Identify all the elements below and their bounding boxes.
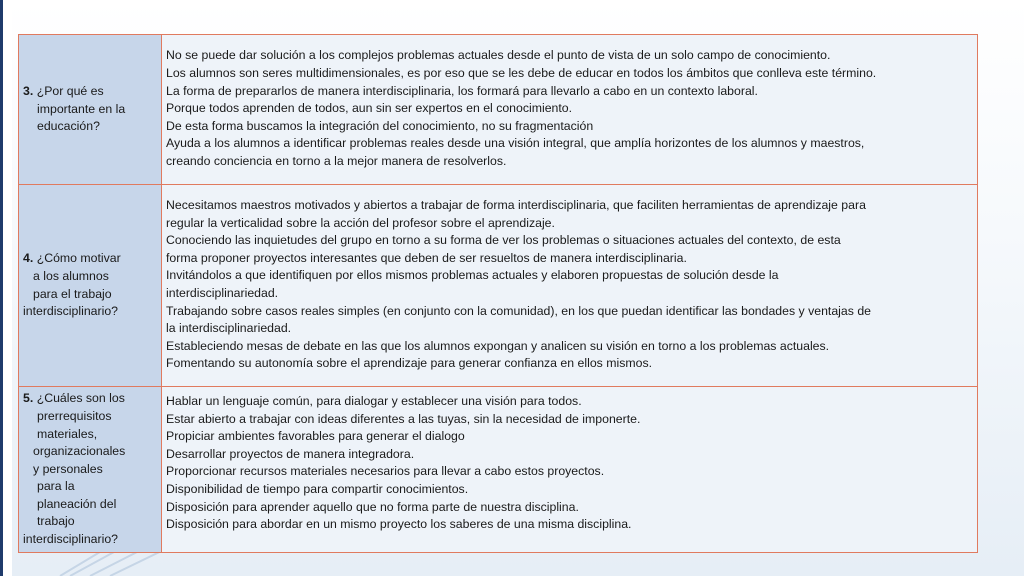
answer-line: Necesitamos maestros motivados y abiertos a trabajar de forma interdisciplinaria, que faciliten herramientas de aprendizaje para (166, 198, 866, 213)
question-line: interdisciplinario? (23, 304, 119, 319)
table-row-5 (19, 387, 978, 553)
answer-line: Fomentando su autonomía sobre el aprendizaje para generar confianza en ellos mismos. (166, 356, 653, 371)
answer-line: regular la verticalidad sobre la acción del profesor sobre el aprendizaje. (166, 215, 555, 230)
answer-line: Hablar un lenguaje común, para dialogar y establecer una visión para todos. (166, 394, 582, 408)
question-line: ¿Cómo motivar (36, 251, 121, 266)
question-line: interdisciplinario? (23, 532, 119, 547)
question-cell (19, 35, 162, 185)
answer-line: Los alumnos son seres multidimensionales, es por eso que se les debe de educar en todos los ámbitos que conlleva este término. (166, 66, 877, 81)
answer-line: La forma de prepararlos de manera interdisciplinaria, los formará para llevarlo a cabo en un contexto laboral. (166, 83, 758, 98)
question-line: ¿Cuáles son los (36, 391, 125, 406)
answer-line: Proporcionar recursos materiales necesarios para llevar a cabo estos proyectos. (166, 464, 605, 479)
question-line: materiales, (37, 426, 98, 441)
answer-line: Estableciendo mesas de debate en las que los alumnos expongan y analicen su visión en torno a los problemas actuales. (166, 338, 830, 353)
question-line: para la (37, 479, 75, 494)
answer-line: Invitándolos a que identifiquen por ellos mismos problemas actuales y elaboren propuestas de solución desde la (166, 268, 779, 283)
question-number: 4. (23, 251, 34, 266)
question-line: trabajo (37, 514, 75, 529)
answer-line: De esta forma buscamos la integración del conocimiento, no su fragmentación (166, 118, 594, 133)
answer-line: Trabajando sobre casos reales simples (en conjunto con la comunidad), en los que puedan identificar las bondades y ventajas de (166, 303, 871, 318)
question-line: a los alumnos (33, 268, 109, 283)
question-line: organizacionales (33, 444, 126, 459)
question-line: ¿Por qué es (36, 84, 104, 99)
answer-line: Desarrollar proyectos de manera integradora. (166, 446, 415, 461)
answer-cell (162, 185, 978, 387)
answer-line: Disposición para abordar en un mismo proyecto los saberes de una misma disciplina. (166, 517, 632, 532)
question-line: y personales (33, 461, 103, 476)
question-line: planeación del (37, 496, 117, 511)
table-row-4 (19, 185, 978, 387)
question-cell (19, 185, 162, 387)
answer-line: forma proponer proyectos interesantes que deben de ser resueltos de manera interdisciplinaria. (166, 250, 687, 265)
question-cell (19, 387, 162, 553)
answer-line: Disponibilidad de tiempo para compartir conocimientos. (166, 481, 469, 496)
question-line: importante en la (37, 101, 126, 116)
answer-line: Estar abierto a trabajar con ideas diferentes a las tuyas, sin la necesidad de imponerte. (166, 411, 641, 426)
question-number: 5. (23, 391, 34, 406)
answer-line: Disposición para aprender aquello que no forma parte de nuestra disciplina. (166, 499, 579, 514)
question-line: prerrequisitos (37, 408, 112, 423)
answer-line: Conociendo las inquietudes del grupo en torno a su forma de ver los problemas o situaciones actuales del contexto, de esta (166, 233, 841, 248)
content-table (18, 34, 978, 553)
answer-line: Propiciar ambientes favorables para generar el dialogo (166, 429, 465, 444)
answer-line: Porque todos aprenden de todos, aun sin ser expertos en el conocimiento. (166, 101, 573, 116)
answer-line: No se puede dar solución a los complejos problemas actuales desde el punto de vista de un solo campo de conocimiento. (166, 48, 831, 63)
question-line: para el trabajo (33, 286, 112, 301)
answer-line: la interdisciplinariedad. (166, 321, 292, 336)
question-number: 3. (23, 84, 34, 99)
table-row-3 (19, 35, 978, 185)
question-line: educación? (37, 119, 100, 134)
answer-line: interdisciplinariedad. (166, 286, 279, 300)
answer-line: creando conciencia en torno a la mejor manera de resolverlos. (166, 153, 507, 168)
answer-cell (162, 387, 978, 553)
answer-line: Ayuda a los alumnos a identificar problemas reales desde una visión integral, que amplía horizontes de los alumnos y maestros, (166, 136, 865, 151)
answer-cell (162, 35, 978, 185)
